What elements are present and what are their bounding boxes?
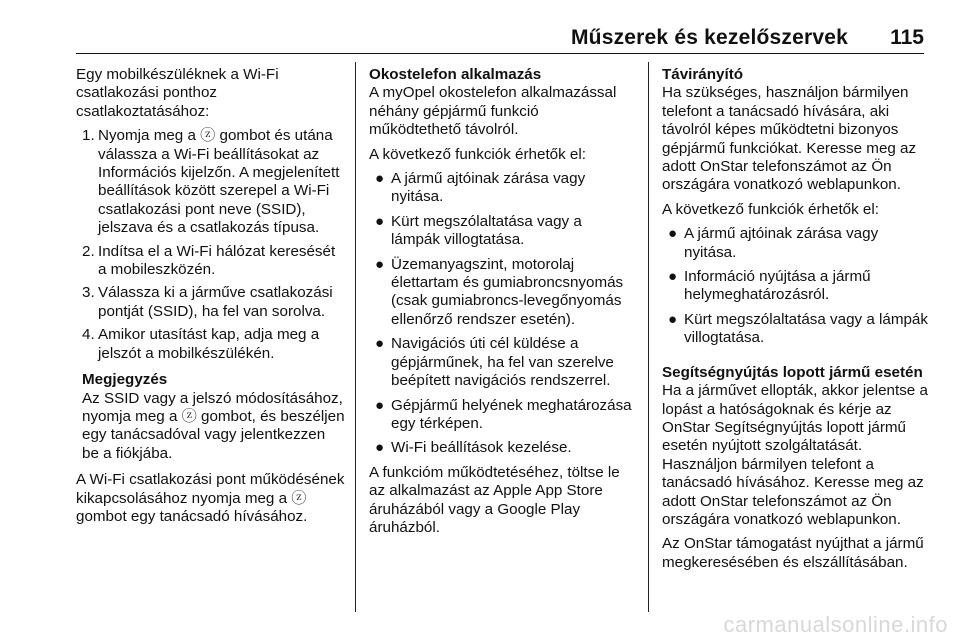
list-item	[369, 170, 634, 207]
section-heading-stolen: Segítségnyújtás lopott jármű esetén	[662, 363, 923, 381]
note-block	[82, 371, 346, 463]
bullet-icon: ●	[668, 268, 678, 286]
section-heading-remote: Távirányító	[662, 66, 744, 83]
step-number: 1 .	[82, 127, 95, 145]
list-item-text: Üzemanyagszint, motorolaj élettartam és gumiabroncsnyomás (csak gumiabroncs-levegőnyomás ellenőrző rendszer esetén).	[391, 255, 624, 328]
step-number: 4 .	[82, 326, 95, 344]
column-divider-2	[648, 62, 649, 612]
column-wifi	[76, 66, 346, 532]
spacer	[662, 354, 930, 364]
wifi-closing: A Wi-Fi csatlakozási pont működésének kikapcsolásához nyomja meg a ⓩ gombot egy tanácsadó hívásához.	[76, 471, 345, 525]
app-closing: A funkcióm működtetéséhez, töltse le az alkalmazást az Apple App Store áruházából vagy a Google Play áruházból.	[369, 463, 620, 536]
bullet-icon: ●	[375, 212, 385, 230]
note-text: Az SSID vagy a jelszó módosításához, nyomja meg a ⓩ gombot, és beszéljen egy tanácsadóval vagy jelentkezzen be a fiókjába.	[82, 389, 345, 462]
wifi-steps	[76, 127, 346, 363]
list-item-text: A jármű ajtóinak zárása vagy nyitása.	[684, 225, 879, 261]
watermark-text: carmanualsonline.info	[723, 612, 948, 637]
list-item-text: Információ nyújtása a jármű helymeghatározásról.	[684, 268, 871, 304]
list-item	[369, 213, 634, 250]
step-text: Amikor utasítást kap, adja meg a jelszót a mobilkészülékén.	[98, 326, 320, 362]
wifi-intro: Egy mobilkészüléknek a Wi-Fi csatlakozási ponthoz csatlakoztatásához:	[76, 66, 279, 120]
app-functions-intro: A következő funkciók érhetők el:	[369, 145, 586, 163]
list-item-text: Wi-Fi beállítások kezelése.	[391, 439, 572, 457]
list-item	[369, 439, 634, 457]
column-divider-1	[355, 62, 356, 612]
remote-functions-intro: A következő funkciók érhetők el:	[662, 200, 879, 218]
list-item-text: Navigációs úti cél küldése a gépjárműnek, ha fel van szerelve beépített navigációs rendszerrel.	[391, 335, 614, 390]
onstar-support-text: Az OnStar támogatást nyújthat a jármű megkeresésében és elszállításában.	[662, 535, 924, 571]
list-item-text: Kürt megszólaltatása vagy a lámpák villogtatása.	[684, 310, 928, 347]
step-item	[76, 127, 346, 237]
bullet-icon: ●	[375, 335, 385, 353]
step-number: 3 .	[82, 284, 95, 302]
step-text: Indítsa el a Wi-Fi hálózat keresését a mobileszközén.	[98, 242, 336, 279]
bullet-icon: ●	[375, 439, 385, 457]
step-item	[76, 326, 346, 363]
list-item	[662, 268, 930, 305]
section-heading-app: Okostelefon alkalmazás	[369, 66, 542, 83]
chapter-title: Műszerek és kezelőszervek	[570, 26, 848, 49]
list-item	[369, 335, 634, 390]
list-item-text: Kürt megszólaltatása vagy a lámpák villogtatása.	[391, 212, 582, 249]
step-text: Válassza ki a járműve csatlakozási pontját (SSID), ha fel van sorolva.	[98, 284, 333, 320]
column-remote-control	[662, 66, 930, 578]
list-item	[662, 225, 930, 262]
bullet-icon: ●	[668, 310, 678, 328]
stolen-text: Ha a járművet ellopták, akkor jelentse a lopást a hatóságoknak és kérje az OnStar Segítségnyújtás lopott jármű esetén nyújtott szolgáltatását. Használjon bármilyen telefont a tanácsadó hívásához. Keresse meg az adott OnStar telefonszámot az Ön országára vonatkozó weblapunkon.	[662, 382, 928, 528]
bullet-icon: ●	[375, 170, 385, 188]
note-heading: Megjegyzés	[82, 371, 168, 389]
page-number: 115	[890, 26, 924, 49]
column-smartphone-app	[369, 66, 634, 543]
bullet-icon: ●	[668, 225, 678, 243]
bullet-icon: ●	[375, 396, 385, 414]
remote-function-list	[662, 225, 930, 347]
bullet-icon: ●	[375, 255, 385, 273]
app-intro: A myOpel okostelefon alkalmazással néhány gépjármű funkció működtethető távolról.	[369, 84, 617, 139]
list-item	[662, 311, 930, 348]
step-item	[76, 284, 346, 321]
page-header	[0, 0, 960, 58]
app-function-list	[369, 170, 634, 458]
list-item-text: A jármű ajtóinak zárása vagy nyitása.	[391, 170, 586, 206]
header-divider	[76, 53, 924, 54]
list-item-text: Gépjármű helyének meghatározása egy térképen.	[391, 396, 632, 432]
step-number: 2 .	[82, 243, 95, 261]
remote-intro: Ha szükséges, használjon bármilyen telefont a tanácsadó hívására, aki távolról képes működtetni bizonyos gépjármű funkciókat. Keresse meg az adott OnStar telefonszámot az Ön országára vonatkozó weblapunkon.	[662, 84, 917, 194]
list-item	[369, 256, 634, 330]
step-text: Nyomja meg a ⓩ gombot és utána válassza a Wi-Fi beállításokat az Információs kijelzőn. A megjelenített beállítások között szerepel a Wi-Fi csatlakozási pont neve (SSID), jelszava és a csatlakozás típusa.	[98, 127, 340, 237]
step-item	[76, 243, 346, 280]
list-item	[369, 397, 634, 434]
